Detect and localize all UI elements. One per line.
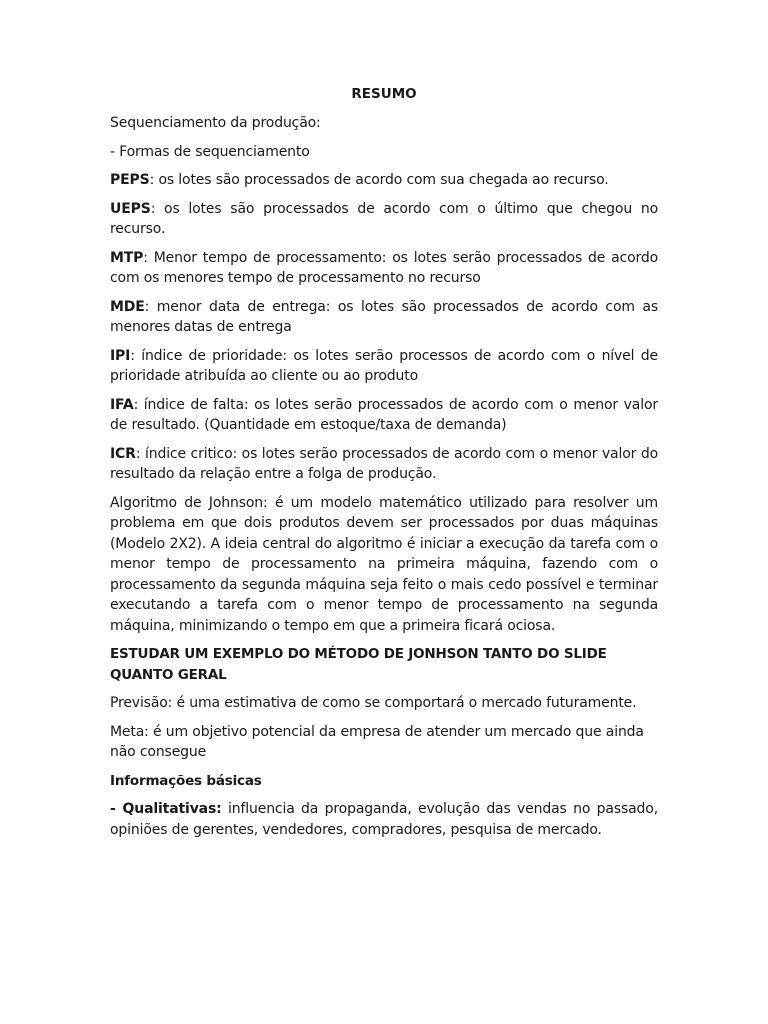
previsao-paragraph: Previsão: é uma estimativa de como se comportará o mercado futuramente. <box>110 695 637 711</box>
rule-term: PEPS <box>110 172 150 188</box>
johnson-paragraph: Algoritmo de Johnson: é um modelo matemático utilizado para resolver um problema em que dois produtos devem ser processados por duas máquinas (Modelo 2X2). A ideia central do algoritmo é iniciar a execução da tarefa com o menor tempo de processamento na primeira máquina, fazendo com o processamento da segunda máquina seja feito o mais cedo possível e terminar executando a tarefa com o menor tempo de processamento na segunda máquina, minimizando o tempo em que a primeira ficará ociosa. <box>110 494 658 634</box>
qualitativas-term: - Qualitativas: <box>110 801 222 817</box>
rule-text: : Menor tempo de processamento: os lotes serão processados de acordo com os menores tempo de processamento no recurso <box>110 249 658 286</box>
study-heading: ESTUDAR UM EXEMPLO DO MÉTODO DE JONHSON TANTO DO SLIDE QUANTO GERAL <box>110 646 607 683</box>
rule-text: : os lotes são processados de acordo com o último que chegou no recurso. <box>110 200 658 237</box>
rule-ifa <box>110 395 658 436</box>
rule-text: : índice de falta: os lotes serão processados de acordo com o menor valor de resultado. (Quantidade em estoque/taxa de demanda) <box>110 396 658 433</box>
rule-mtp <box>110 248 658 289</box>
rule-term: MDE <box>110 298 145 315</box>
qualitativas-text: influencia da propaganda, evolução das vendas no passado, opiniões de gerentes, vendedores, compradores, pesquisa de mercado. <box>110 801 658 838</box>
rule-ipi <box>110 346 658 387</box>
rule-mde <box>110 297 658 338</box>
rule-text: : índice de prioridade: os lotes serão processos de acordo com o nível de prioridade atribuída ao cliente ou ao produto <box>110 347 658 384</box>
sub-intro-text: - Formas de sequenciamento <box>110 143 310 160</box>
intro-text: Sequenciamento da produção: <box>110 115 321 131</box>
rule-term: IPI <box>110 347 131 364</box>
document-title: RESUMO <box>351 86 417 102</box>
info-heading: Informações básicas <box>110 772 262 789</box>
document-page <box>110 84 658 848</box>
rule-text: : menor data de entrega: os lotes são processados de acordo com as menores datas de entrega <box>110 298 658 335</box>
rule-text: : índice critico: os lotes serão processados de acordo com o menor valor do resultado da relação entre a folga de produção. <box>110 445 658 482</box>
meta-paragraph: Meta: é um objetivo potencial da empresa de atender um mercado que ainda não consegue <box>110 723 644 760</box>
rule-peps <box>110 170 658 191</box>
rule-term: MTP <box>110 249 144 266</box>
rule-term: UEPS <box>110 200 151 217</box>
qualitativas-paragraph <box>110 799 658 840</box>
rule-term: ICR <box>110 445 136 462</box>
rule-icr <box>110 444 658 485</box>
rule-text: : os lotes são processados de acordo com sua chegada ao recurso. <box>149 172 609 188</box>
rule-ueps <box>110 199 658 240</box>
rule-term: IFA <box>110 396 134 413</box>
